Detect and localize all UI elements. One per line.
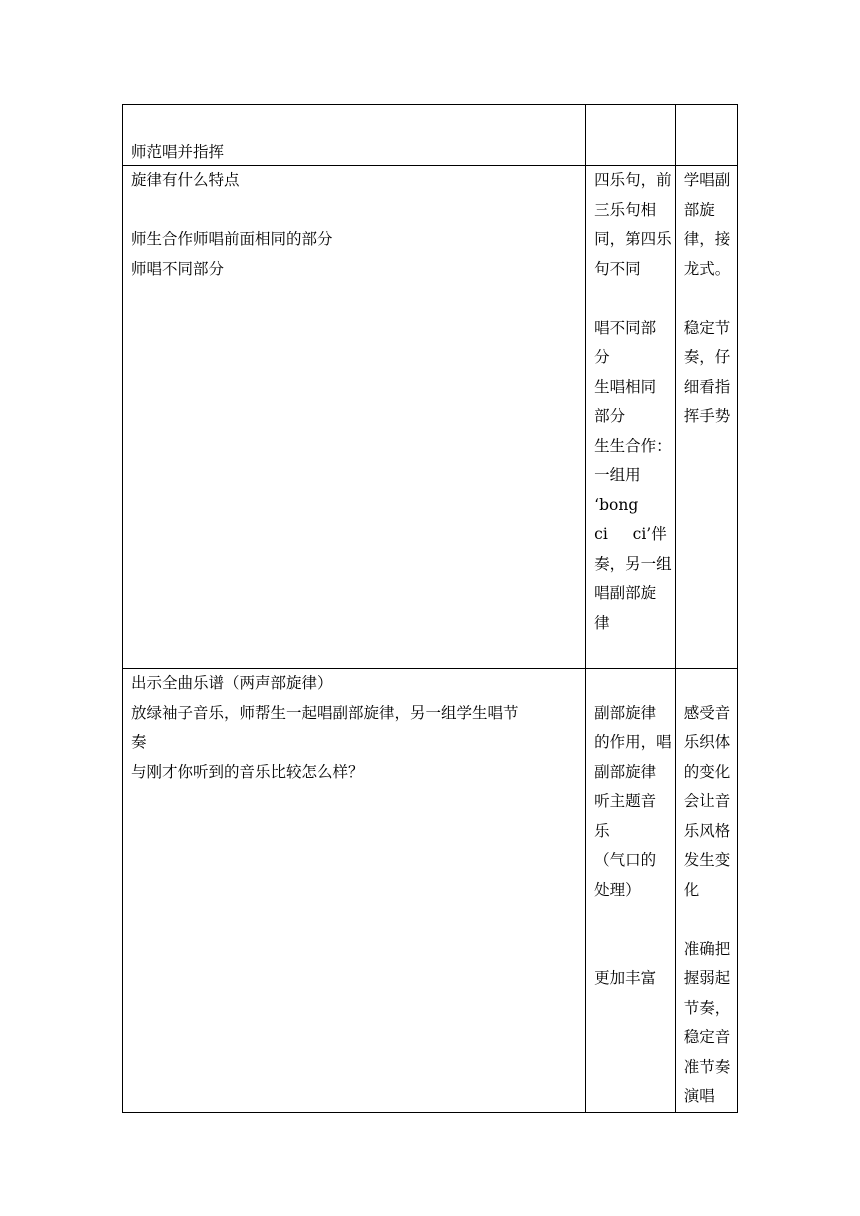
table-row (123, 669, 738, 1113)
goal-cell (675, 166, 737, 669)
table-row (123, 105, 738, 166)
goal-line: 律，接 (683, 230, 731, 248)
student-line: 更加丰富 (594, 969, 657, 987)
activity-line: 师范唱并指挥 (131, 143, 225, 161)
goal-line: 细看指 (683, 377, 731, 396)
goal-line: 准节奏 (683, 1057, 731, 1076)
goal-line: 节奏， (683, 998, 731, 1017)
student-line: ‘bong (594, 495, 639, 514)
student-cell (586, 105, 676, 166)
student-line: 副部旋律 (594, 762, 657, 781)
student-line: 句不同 (594, 259, 641, 278)
goal-line: 会让音 (683, 792, 731, 810)
activity-line: 师生合作师唱前面相同的部分 (131, 230, 333, 248)
table-row (123, 166, 738, 669)
student-line: 奏，另一组 (594, 554, 672, 573)
goal-line: 感受音 (683, 703, 731, 722)
student-line: 的作用，唱 (594, 733, 672, 751)
student-word: ci’伴 (632, 525, 667, 543)
activity-line: 师唱不同部分 (131, 259, 225, 278)
student-line: 副部旋律 (594, 703, 657, 722)
activity-line: 出示全曲乐谱（两声部旋律） (131, 674, 333, 692)
goal-line: 准确把 (683, 939, 731, 958)
student-line: 律 (594, 613, 610, 632)
student-line: 听主题音 (594, 792, 657, 810)
goal-line: 部旋 (683, 200, 715, 219)
goal-line: 握弱起 (683, 969, 731, 987)
student-line: 唱副部旋 (594, 584, 657, 602)
goal-cell (675, 669, 737, 1113)
activity-cell (123, 669, 586, 1113)
goal-line: 龙式。 (683, 259, 731, 278)
student-line: 部分 (594, 407, 626, 425)
activity-line: 放绿袖子音乐，师帮生一起唱副部旋律，另一组学生唱节 (131, 703, 519, 722)
activity-cell (123, 166, 586, 669)
student-line: 乐 (594, 821, 610, 840)
student-line: （气口的 (594, 851, 657, 869)
student-line: 四乐句，前 (594, 171, 672, 189)
goal-cell (675, 105, 737, 166)
student-cell (586, 166, 676, 669)
activity-line: 奏 (131, 733, 147, 751)
goal-line: 乐织体 (683, 733, 731, 751)
student-line: 处理） (594, 880, 641, 899)
student-cell (586, 669, 676, 1113)
goal-line: 乐风格 (683, 821, 731, 840)
student-line: 一组用 (594, 466, 641, 484)
student-word: ci (594, 525, 608, 543)
activity-cell (123, 105, 586, 166)
goal-line: 奏，仔 (683, 348, 731, 366)
goal-line: 挥手势 (683, 407, 731, 425)
activity-line: 与刚才你听到的音乐比较怎么样？ (131, 762, 364, 781)
student-line: 生唱相同 (594, 377, 657, 396)
lesson-plan-table (122, 104, 738, 1113)
student-line: 分 (594, 348, 610, 366)
goal-line: 化 (683, 880, 700, 899)
goal-line: 学唱副 (683, 171, 731, 189)
goal-line: 稳定音 (683, 1028, 731, 1046)
student-line: 三乐句相 (594, 200, 657, 219)
goal-line: 稳定节 (683, 318, 731, 337)
student-line: 同，第四乐 (594, 230, 672, 248)
goal-line: 发生变 (683, 851, 731, 869)
student-line: 唱不同部 (594, 318, 657, 337)
student-line: 生生合作： (594, 436, 672, 455)
activity-line: 旋律有什么特点 (131, 171, 240, 189)
goal-line: 的变化 (683, 762, 731, 781)
goal-line: 演唱 (683, 1087, 715, 1105)
student-line (594, 520, 667, 550)
